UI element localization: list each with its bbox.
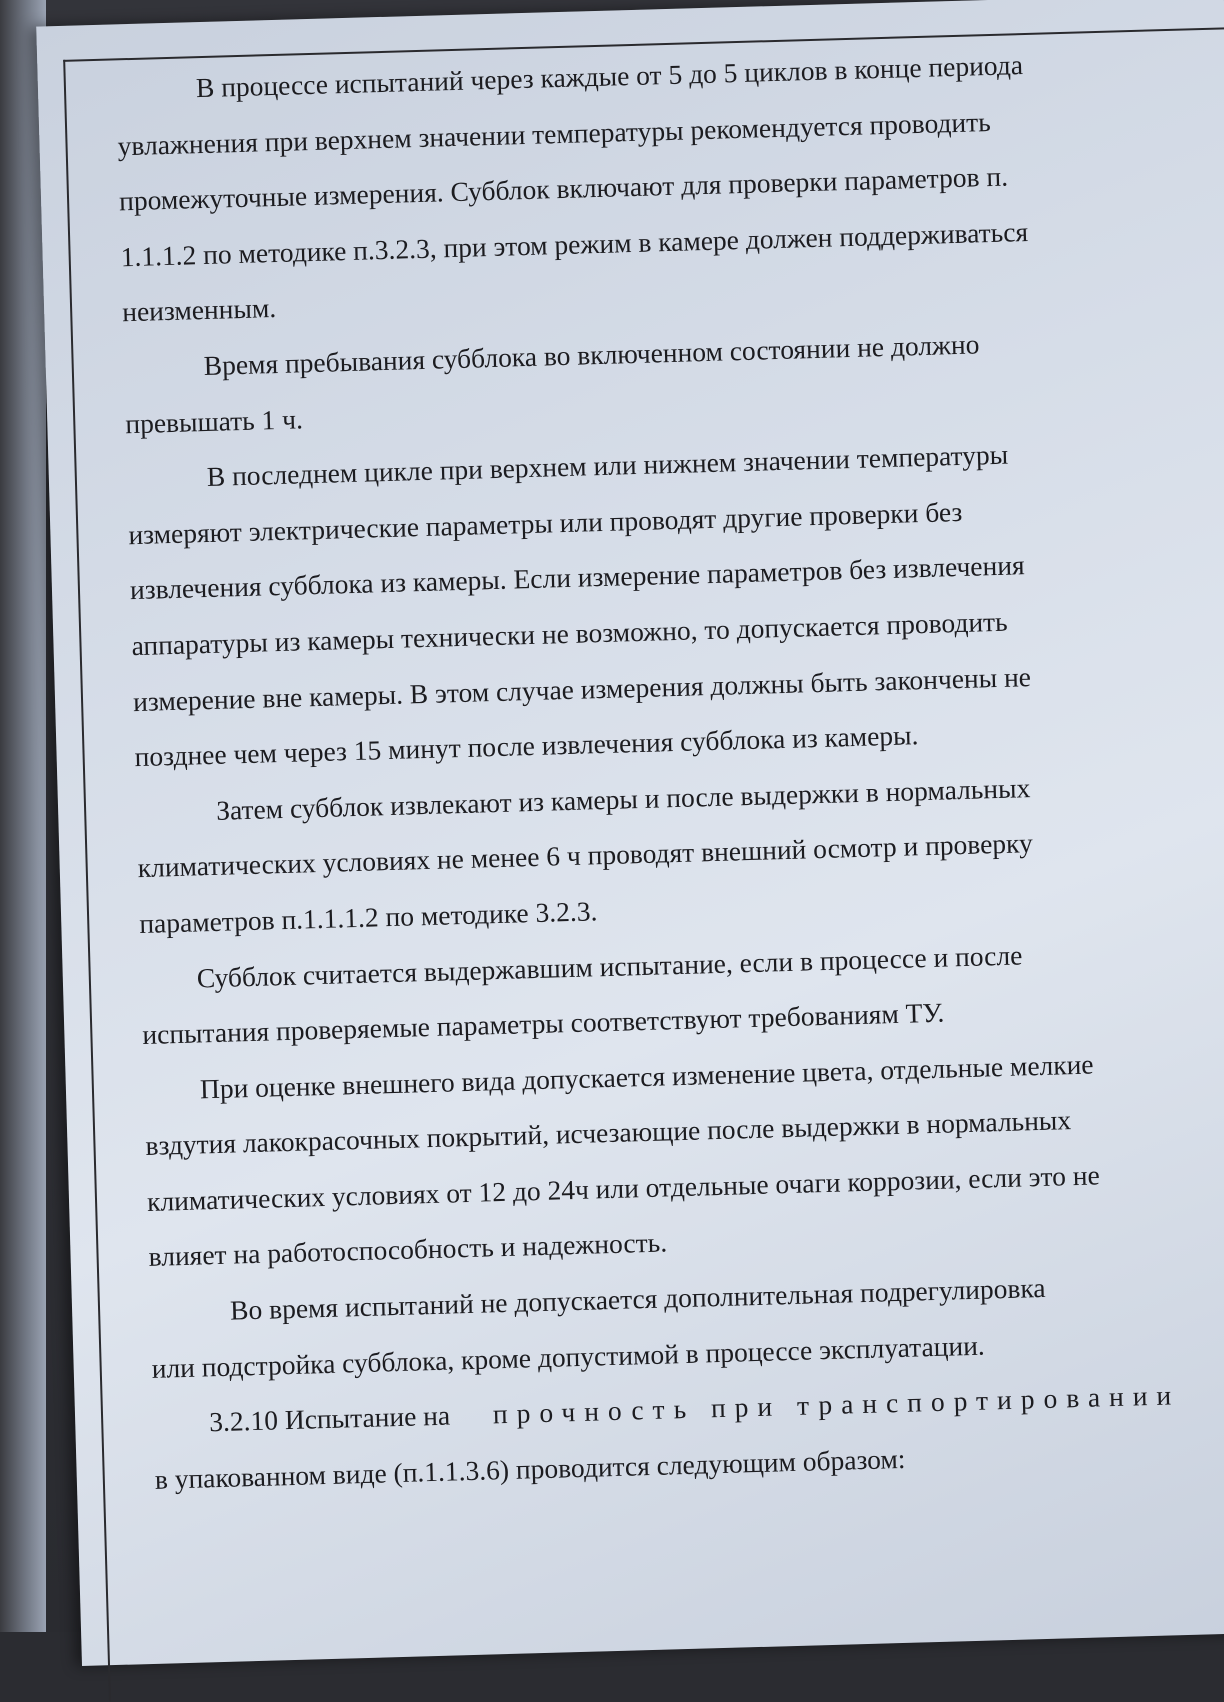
text-line: извлечения субблока из камеры. Если измерение параметров без извлечения: [129, 549, 1026, 606]
text-line: измерение вне камеры. В этом случае измерения должны быть закончены не: [132, 660, 1032, 717]
text-line: Время пребывания субблока во включенном состоянии не должно: [203, 328, 980, 382]
text-line: климатических условиях от 12 до 24ч или отдельные очаги коррозии, если это не: [146, 1159, 1101, 1217]
page-text: [115, 32, 1224, 1507]
text-line: в упакованном виде (п.1.1.3.6) проводится следующим образом:: [154, 1442, 906, 1495]
text-line: позднее чем через 15 минут после извлечения субблока из камеры.: [134, 719, 919, 773]
text-line: вздутия лакокрасочных покрытий, исчезающие после выдержки в нормальных: [145, 1104, 1072, 1162]
text-line: аппаратуры из камеры технически не возможно, то допускается проводить: [131, 605, 1009, 662]
document-page: [36, 0, 1224, 1666]
text-line: Затем субблок извлекают из камеры и после выдержки в нормальных: [215, 771, 1031, 826]
text-line: климатических условиях не менее 6 ч проводят внешний осмотр и проверку: [137, 827, 1034, 884]
paragraph-extraction-inspection: [135, 755, 1219, 952]
text-line: увлажнения при верхнем значении температуры рекомендуется проводить: [117, 105, 992, 161]
text-line: неизменным.: [121, 292, 277, 328]
text-line: измеряют электрические параметры или проводят другие проверки без: [128, 495, 963, 550]
text-line: параметров п.1.1.1.2 по методике 3.2.3.: [138, 895, 598, 939]
spaced-emphasis-text: прочность при транспортировании: [492, 1379, 1181, 1430]
text-line: 1.1.1.2 по методике п.3.2.3, при этом режим в камере должен поддерживаться: [120, 215, 1029, 273]
text-line: превышать 1 ч.: [124, 402, 304, 439]
paragraph-last-cycle: [126, 421, 1215, 785]
text-line: Во время испытаний не допускается дополнительная подрегулировка: [229, 1271, 1046, 1326]
text-line: влияет на работоспособность и надежность.: [148, 1226, 668, 1273]
text-line: При оценке внешнего вида допускается изменение цвета, отдельные мелкие: [199, 1048, 1094, 1105]
paragraph-cyclic-measurements: [115, 32, 1202, 340]
text-line: промежуточные измерения. Субблок включают для проверки параметров п.: [118, 160, 1009, 217]
paragraph-appearance-evaluation: [143, 1033, 1224, 1285]
adjacent-page-edge: [0, 0, 46, 1632]
text-line: Субблок считается выдержавшим испытание, если в процессе и после: [196, 938, 1023, 993]
text-line: или подстройка субблока, кроме допустимой в процессе эксплуатации.: [151, 1329, 986, 1384]
text-line: В последнем цикле при верхнем или нижнем значении температуры: [206, 438, 1009, 493]
section-number-title: 3.2.10 Испытание на: [208, 1399, 451, 1438]
text-line: испытания проверяемые параметры соответствуют требованиям ТУ.: [141, 996, 945, 1051]
text-line: В процессе испытаний через каждые от 5 до 5 циклов в конце периода: [195, 49, 1024, 104]
